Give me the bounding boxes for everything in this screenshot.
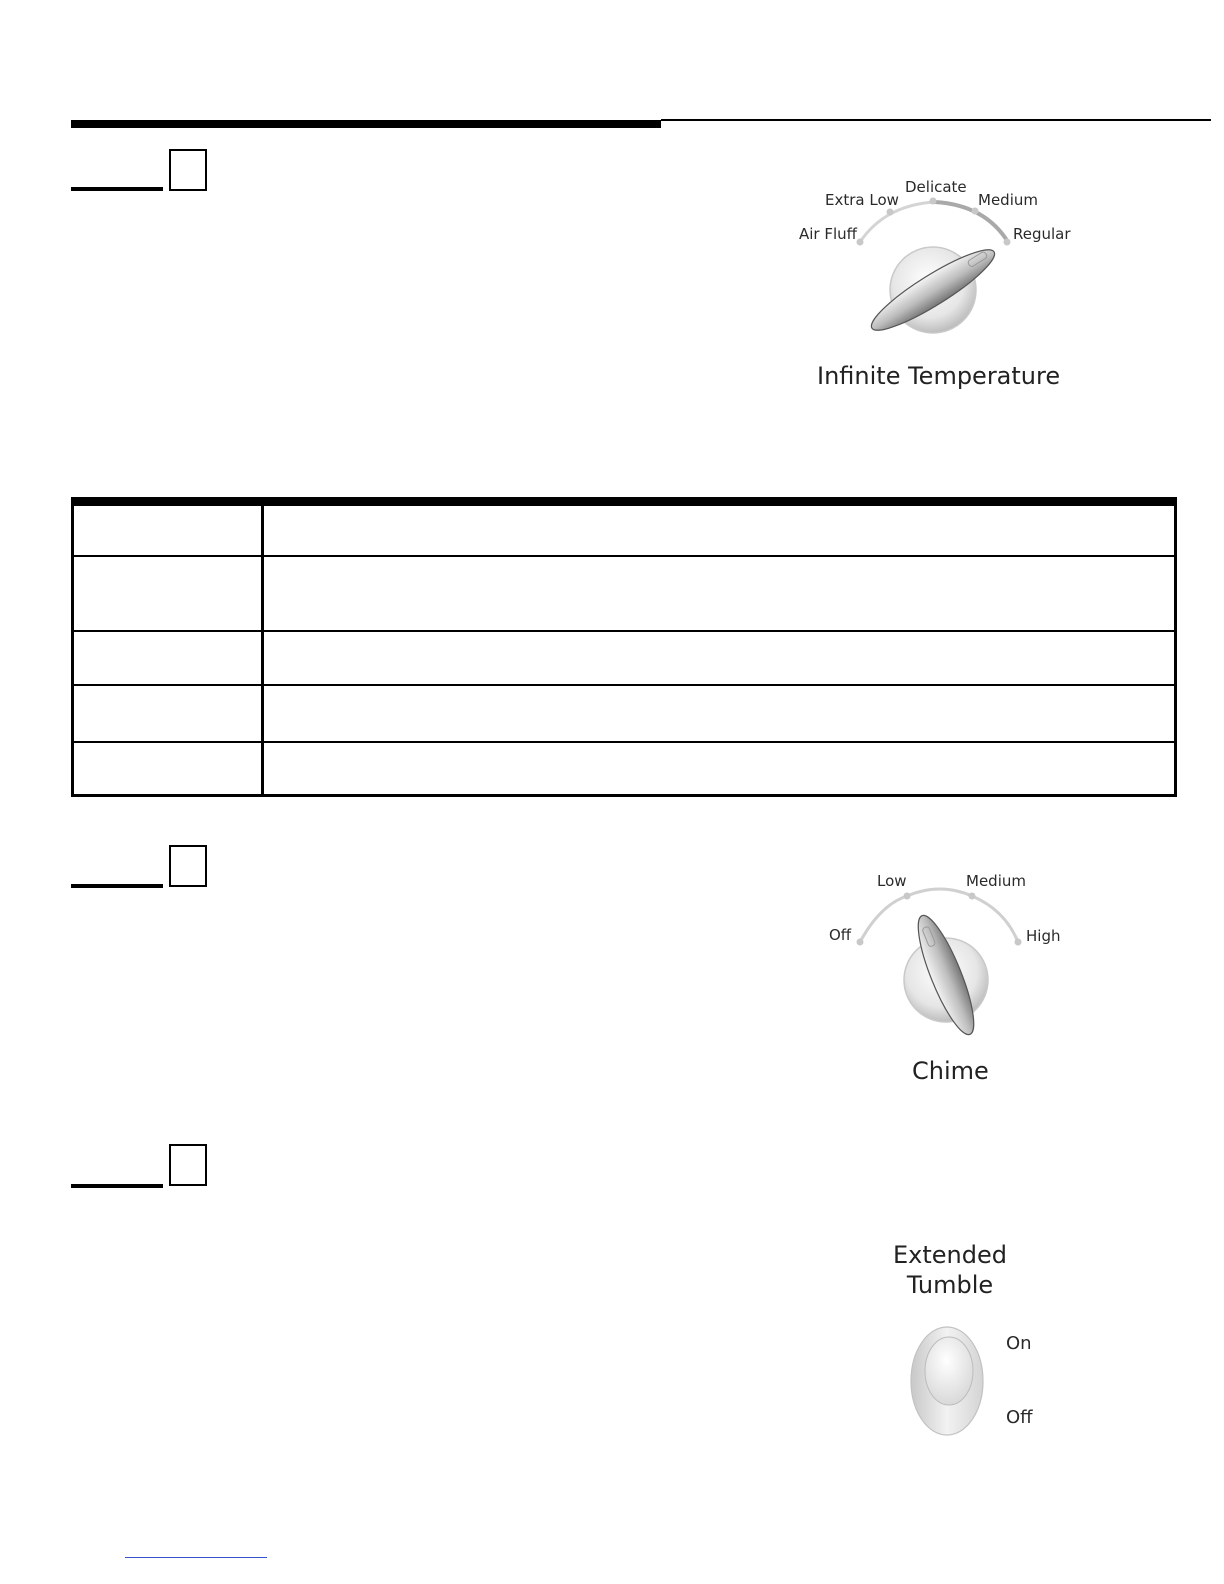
temperature-tick bbox=[887, 209, 894, 216]
rocker-switch-graphic bbox=[905, 1325, 985, 1440]
temperature-tick bbox=[930, 198, 937, 205]
header-rule-thin bbox=[661, 119, 1211, 121]
temperature-tick bbox=[857, 239, 864, 246]
temp-setting-medium: Medium bbox=[978, 191, 1038, 209]
temperature-tick bbox=[1004, 239, 1011, 246]
extended-tumble-title-line1: Extended bbox=[893, 1241, 1007, 1269]
extended-tumble-off-label: Off bbox=[1006, 1407, 1033, 1428]
temperature-dial-title: Infinite Temperature bbox=[817, 362, 1061, 390]
chime-tick bbox=[857, 939, 864, 946]
chime-tick bbox=[969, 893, 976, 900]
chime-setting-medium: Medium bbox=[966, 872, 1026, 890]
table-row-divider bbox=[74, 741, 1174, 743]
chime-setting-low: Low bbox=[877, 872, 907, 890]
section-3-box bbox=[169, 1144, 207, 1186]
table-row-divider bbox=[74, 555, 1174, 557]
section-3-bar bbox=[71, 1184, 163, 1188]
chime-tick bbox=[1015, 939, 1022, 946]
temp-setting-delicate: Delicate bbox=[905, 178, 967, 196]
chime-setting-off: Off bbox=[829, 926, 852, 944]
extended-tumble-on-label: On bbox=[1006, 1333, 1032, 1354]
table-row-divider bbox=[74, 630, 1174, 632]
chime-setting-high: High bbox=[1026, 927, 1061, 945]
section-2-box bbox=[169, 845, 207, 887]
chime-dial-graphic bbox=[820, 865, 1070, 1045]
chime-dial-title: Chime bbox=[912, 1057, 989, 1085]
extended-tumble-title bbox=[890, 1240, 1010, 1300]
temp-setting-air-fluff: Air Fluff bbox=[799, 225, 858, 243]
chime-tick bbox=[904, 893, 911, 900]
settings-table bbox=[71, 497, 1177, 797]
table-row-divider bbox=[74, 684, 1174, 686]
extended-tumble-switch[interactable] bbox=[905, 1325, 985, 1440]
extended-tumble-title-line2: Tumble bbox=[906, 1271, 994, 1299]
section-1-bar bbox=[71, 187, 163, 191]
temp-setting-extra-low: Extra Low bbox=[825, 191, 899, 209]
section-1-box bbox=[169, 149, 207, 191]
section-2-bar bbox=[71, 884, 163, 888]
footer-link-underline[interactable] bbox=[125, 1557, 267, 1558]
temp-setting-regular: Regular bbox=[1013, 225, 1071, 243]
header-rule-thick bbox=[71, 120, 661, 128]
table-column-divider bbox=[261, 506, 264, 794]
chime-dial bbox=[820, 865, 1070, 1045]
